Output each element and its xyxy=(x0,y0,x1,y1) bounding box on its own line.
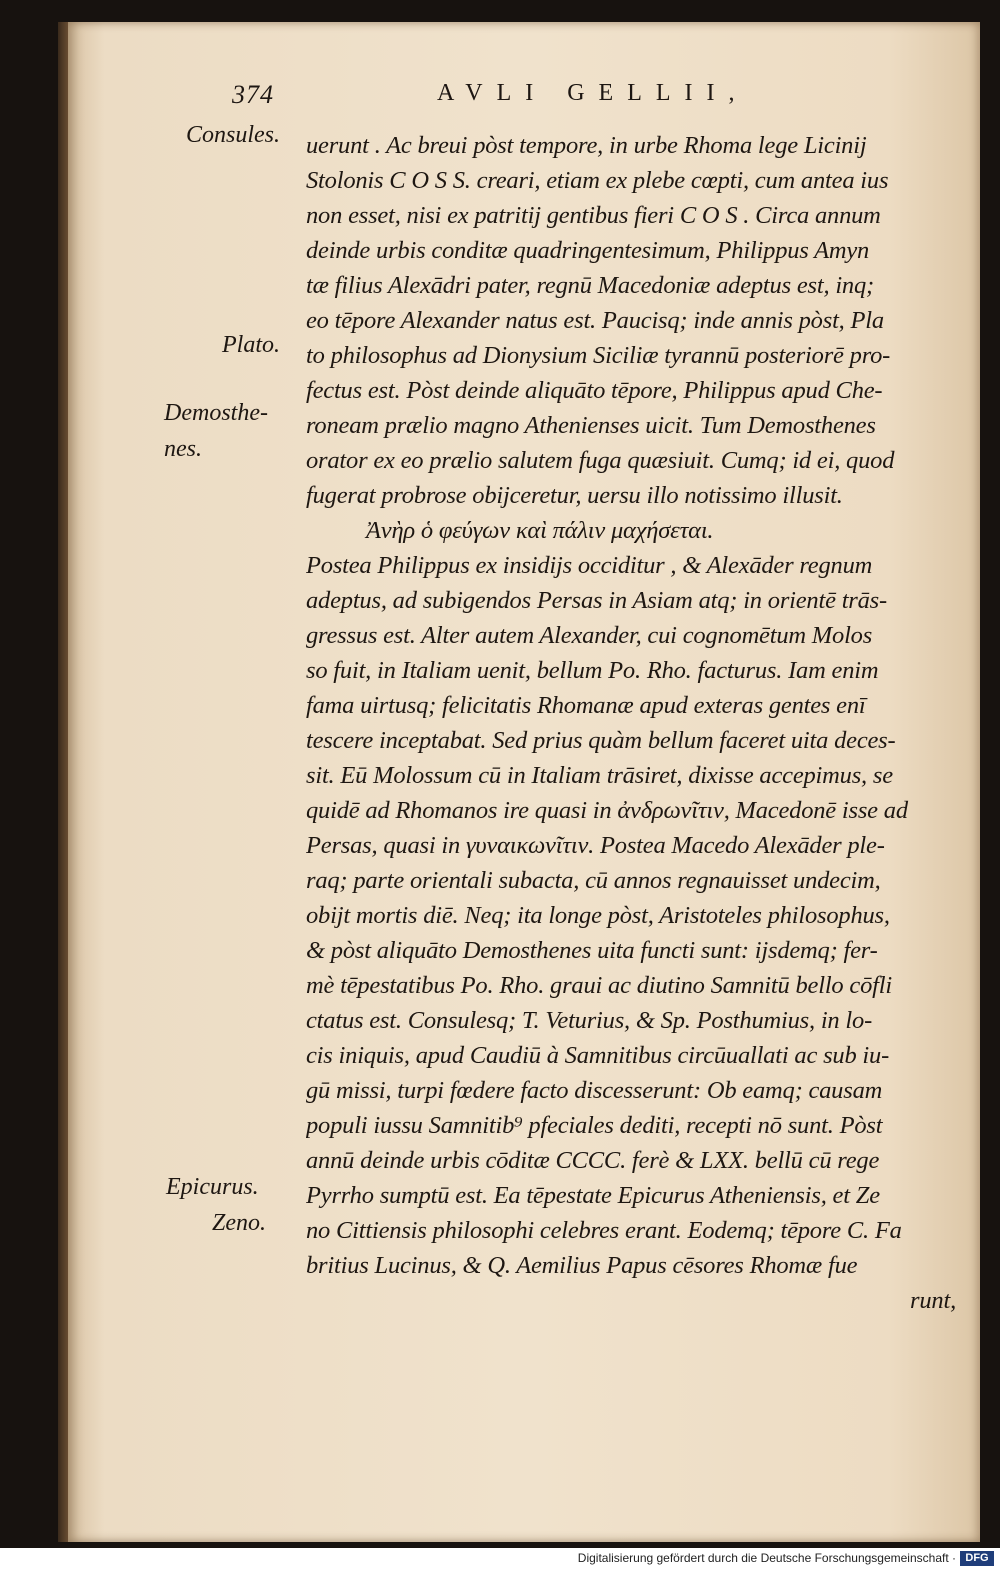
margin-note-demosthenes-cont: nes. xyxy=(164,436,202,462)
text-line: orator ex eo prælio salutem fuga quæsiuit. Cumq; id ei, quod xyxy=(306,447,895,474)
greek-verse-line: Ἀνὴρ ὁ φεύγων καὶ πάλιν μαχήσεται. xyxy=(366,517,714,544)
body-text xyxy=(306,128,956,1318)
text-line: quidē ad Rhomanos ire quasi in ἀνδρωνῖτιν, Macedonē isse ad xyxy=(306,797,908,824)
text-line: uerunt . Ac breui pòst tempore, in urbe Rhoma lege Licinij xyxy=(306,132,867,159)
text-line: raq; parte orientali subacta, cū annos regnauisset undecim, xyxy=(306,867,881,894)
text-line: tescere inceptabat. Sed prius quàm bellum faceret uita deces- xyxy=(306,727,896,754)
catchword: runt, xyxy=(910,1287,956,1314)
dfg-logo: DFG xyxy=(960,1551,994,1566)
text-line: Postea Philippus ex insidijs occiditur , & Alexāder regnum xyxy=(306,552,873,579)
footer-credit: Digitalisierung gefördert durch die Deutsche Forschungsgemeinschaft · xyxy=(577,1551,956,1565)
text-line: roneam prælio magno Athenienses uicit. Tum Demosthenes xyxy=(306,412,876,439)
text-line: fugerat probrose obijceretur, uersu illo notissimo illusit. xyxy=(306,482,843,509)
text-line: britius Lucinus, & Q. Aemilius Papus cēsores Rhomæ fue xyxy=(306,1252,858,1279)
text-line: sit. Eū Molossum cū in Italiam trāsiret, dixisse accepimus, se xyxy=(306,762,893,789)
text-line: mè tēpestatibus Po. Rho. graui ac diutino Samnitū bello cōfli xyxy=(306,972,892,999)
margin-note-consules: Consules. xyxy=(186,122,281,148)
margin-note-plato: Plato. xyxy=(222,332,280,358)
margin-note-demosthenes: Demosthe- xyxy=(164,400,268,426)
text-line: no Cittiensis philosophi celebres erant. Eodemq; tēpore C. Fa xyxy=(306,1217,902,1244)
text-line: cis iniquis, apud Caudiū à Samnitibus circūuallati ac sub iu- xyxy=(306,1042,890,1069)
text-line: gressus est. Alter autem Alexander, cui cognomētum Molos xyxy=(306,622,873,649)
text-line: deinde urbis conditæ quadringentesimum, Philippus Amyn xyxy=(306,237,870,264)
text-line: tæ filius Alexādri pater, regnū Macedoniæ adeptus est, inq; xyxy=(306,272,874,299)
text-line: eo tēpore Alexander natus est. Paucisq; inde annis pòst, Pla xyxy=(306,307,884,334)
text-line: non esset, nisi ex patritij gentibus fieri C O S . Circa annum xyxy=(306,202,881,229)
text-line: Stolonis C O S S. creari, etiam ex plebe cœpti, cum antea ius xyxy=(306,167,889,194)
text-line: gū missi, turpi fœdere facto discesserunt: Ob eamq; causam xyxy=(306,1077,883,1104)
text-line: obijt mortis diē. Neq; ita longe pòst, Aristoteles philosophus, xyxy=(306,902,890,929)
running-head xyxy=(232,80,952,120)
text-line: so fuit, in Italiam uenit, bellum Po. Rho. facturus. Iam enim xyxy=(306,657,879,684)
text-line: adeptus, ad subigendos Persas in Asiam atq; in orientē trās- xyxy=(306,587,887,614)
text-line: annū deinde urbis cōditæ CCCC. ferè & LXX. bellū cū rege xyxy=(306,1147,880,1174)
running-title: AVLI GELLII, xyxy=(437,80,749,106)
text-line: Pyrrho sumptū est. Ea tēpestate Epicurus Atheniensis, et Ze xyxy=(306,1182,880,1209)
text-line: Persas, quasi in γυναικωνῖτιν. Postea Macedo Alexāder ple- xyxy=(306,832,885,859)
text-line: & pòst aliquāto Demosthenes uita functi sunt: ijsdemq; fer- xyxy=(306,937,878,964)
margin-note-zeno: Zeno. xyxy=(212,1210,266,1236)
footer-bar xyxy=(0,1548,1000,1570)
text-line: fectus est. Pòst deinde aliquāto tēpore, Philippus apud Che- xyxy=(306,377,883,404)
page-number: 374 xyxy=(232,80,274,109)
text-line: to philosophus ad Dionysium Siciliæ tyrannū posteriorē pro- xyxy=(306,342,891,369)
text-line: ctatus est. Consulesq; T. Veturius, & Sp. Posthumius, in lo- xyxy=(306,1007,873,1034)
text-line: fama uirtusq; felicitatis Rhomanæ apud exteras gentes enī xyxy=(306,692,866,719)
margin-note-epicurus: Epicurus. xyxy=(166,1174,259,1200)
text-line: populi iussu Samnitib⁹ pfeciales dediti, recepti nō sunt. Pòst xyxy=(306,1112,883,1139)
